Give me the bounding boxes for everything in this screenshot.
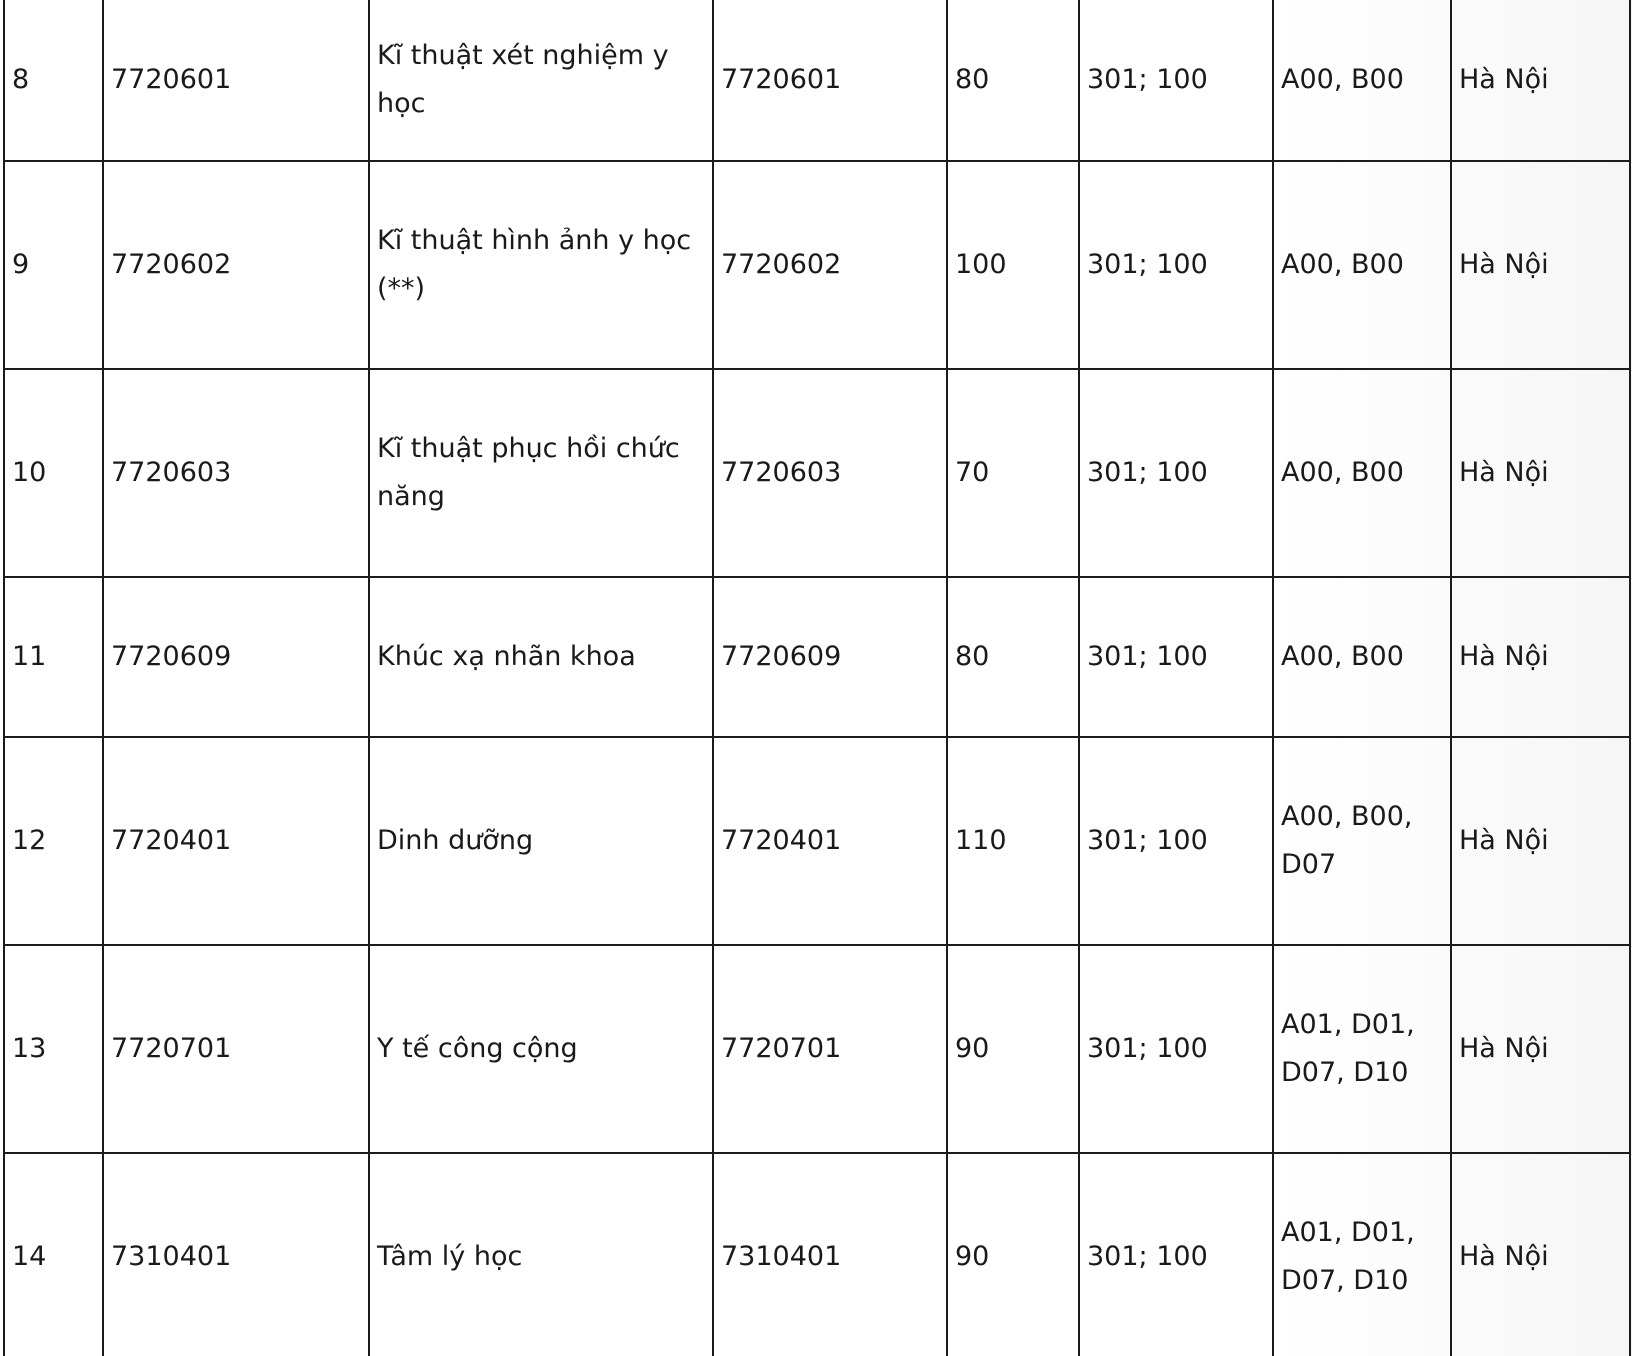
cell-dia-diem: Hà Nội bbox=[1451, 577, 1630, 737]
cell-stt: 14 bbox=[4, 1153, 103, 1356]
cell-chi-tieu: 80 bbox=[947, 0, 1079, 161]
cell-chi-tieu: 70 bbox=[947, 369, 1079, 577]
admissions-table bbox=[3, 0, 1631, 1356]
cell-ma-nganh: 7720701 bbox=[103, 945, 369, 1153]
cell-ma-xet-tuyen: 7720603 bbox=[713, 369, 947, 577]
cell-stt: 13 bbox=[4, 945, 103, 1153]
table-row bbox=[4, 161, 1630, 369]
table-row bbox=[4, 945, 1630, 1153]
cell-chi-tieu: 110 bbox=[947, 737, 1079, 945]
cell-dia-diem: Hà Nội bbox=[1451, 737, 1630, 945]
cell-to-hop: A00, B00 bbox=[1273, 161, 1451, 369]
cell-stt: 10 bbox=[4, 369, 103, 577]
cell-chi-tieu: 90 bbox=[947, 1153, 1079, 1356]
cell-stt: 9 bbox=[4, 161, 103, 369]
cell-ten-nganh: Kĩ thuật xét nghiệm y học bbox=[369, 0, 713, 161]
cell-ma-nganh: 7310401 bbox=[103, 1153, 369, 1356]
cell-to-hop: A00, B00 bbox=[1273, 369, 1451, 577]
cell-to-hop: A01, D01, D07, D10 bbox=[1273, 945, 1451, 1153]
cell-ten-nganh: Dinh dưỡng bbox=[369, 737, 713, 945]
cell-ma-nganh: 7720401 bbox=[103, 737, 369, 945]
table-row bbox=[4, 0, 1630, 161]
table-row bbox=[4, 1153, 1630, 1356]
cell-stt: 11 bbox=[4, 577, 103, 737]
cell-to-hop: A00, B00 bbox=[1273, 0, 1451, 161]
cell-ma-xet-tuyen: 7720701 bbox=[713, 945, 947, 1153]
table-row bbox=[4, 577, 1630, 737]
cell-ma-nganh: 7720602 bbox=[103, 161, 369, 369]
cell-chi-tieu: 80 bbox=[947, 577, 1079, 737]
table-row bbox=[4, 369, 1630, 577]
cell-ma-xet-tuyen: 7310401 bbox=[713, 1153, 947, 1356]
table-row bbox=[4, 737, 1630, 945]
cell-phuong-thuc: 301; 100 bbox=[1079, 0, 1273, 161]
cell-ma-xet-tuyen: 7720602 bbox=[713, 161, 947, 369]
cell-dia-diem: Hà Nội bbox=[1451, 0, 1630, 161]
cell-ma-nganh: 7720609 bbox=[103, 577, 369, 737]
cell-phuong-thuc: 301; 100 bbox=[1079, 161, 1273, 369]
cell-ma-nganh: 7720603 bbox=[103, 369, 369, 577]
cell-ten-nganh: Kĩ thuật hình ảnh y học (**) bbox=[369, 161, 713, 369]
cell-dia-diem: Hà Nội bbox=[1451, 1153, 1630, 1356]
cell-phuong-thuc: 301; 100 bbox=[1079, 577, 1273, 737]
cell-to-hop: A00, B00, D07 bbox=[1273, 737, 1451, 945]
cell-stt: 8 bbox=[4, 0, 103, 161]
cell-phuong-thuc: 301; 100 bbox=[1079, 369, 1273, 577]
cell-ma-xet-tuyen: 7720401 bbox=[713, 737, 947, 945]
cell-to-hop: A01, D01, D07, D10 bbox=[1273, 1153, 1451, 1356]
cell-chi-tieu: 90 bbox=[947, 945, 1079, 1153]
cell-ma-xet-tuyen: 7720601 bbox=[713, 0, 947, 161]
cell-to-hop: A00, B00 bbox=[1273, 577, 1451, 737]
cell-phuong-thuc: 301; 100 bbox=[1079, 737, 1273, 945]
cell-chi-tieu: 100 bbox=[947, 161, 1079, 369]
cell-ten-nganh: Kĩ thuật phục hồi chức năng bbox=[369, 369, 713, 577]
cell-ma-xet-tuyen: 7720609 bbox=[713, 577, 947, 737]
cell-dia-diem: Hà Nội bbox=[1451, 161, 1630, 369]
cell-dia-diem: Hà Nội bbox=[1451, 945, 1630, 1153]
cell-ten-nganh: Y tế công cộng bbox=[369, 945, 713, 1153]
cell-phuong-thuc: 301; 100 bbox=[1079, 945, 1273, 1153]
cell-ma-nganh: 7720601 bbox=[103, 0, 369, 161]
cell-phuong-thuc: 301; 100 bbox=[1079, 1153, 1273, 1356]
cell-ten-nganh: Khúc xạ nhãn khoa bbox=[369, 577, 713, 737]
cell-dia-diem: Hà Nội bbox=[1451, 369, 1630, 577]
cell-stt: 12 bbox=[4, 737, 103, 945]
cell-ten-nganh: Tâm lý học bbox=[369, 1153, 713, 1356]
